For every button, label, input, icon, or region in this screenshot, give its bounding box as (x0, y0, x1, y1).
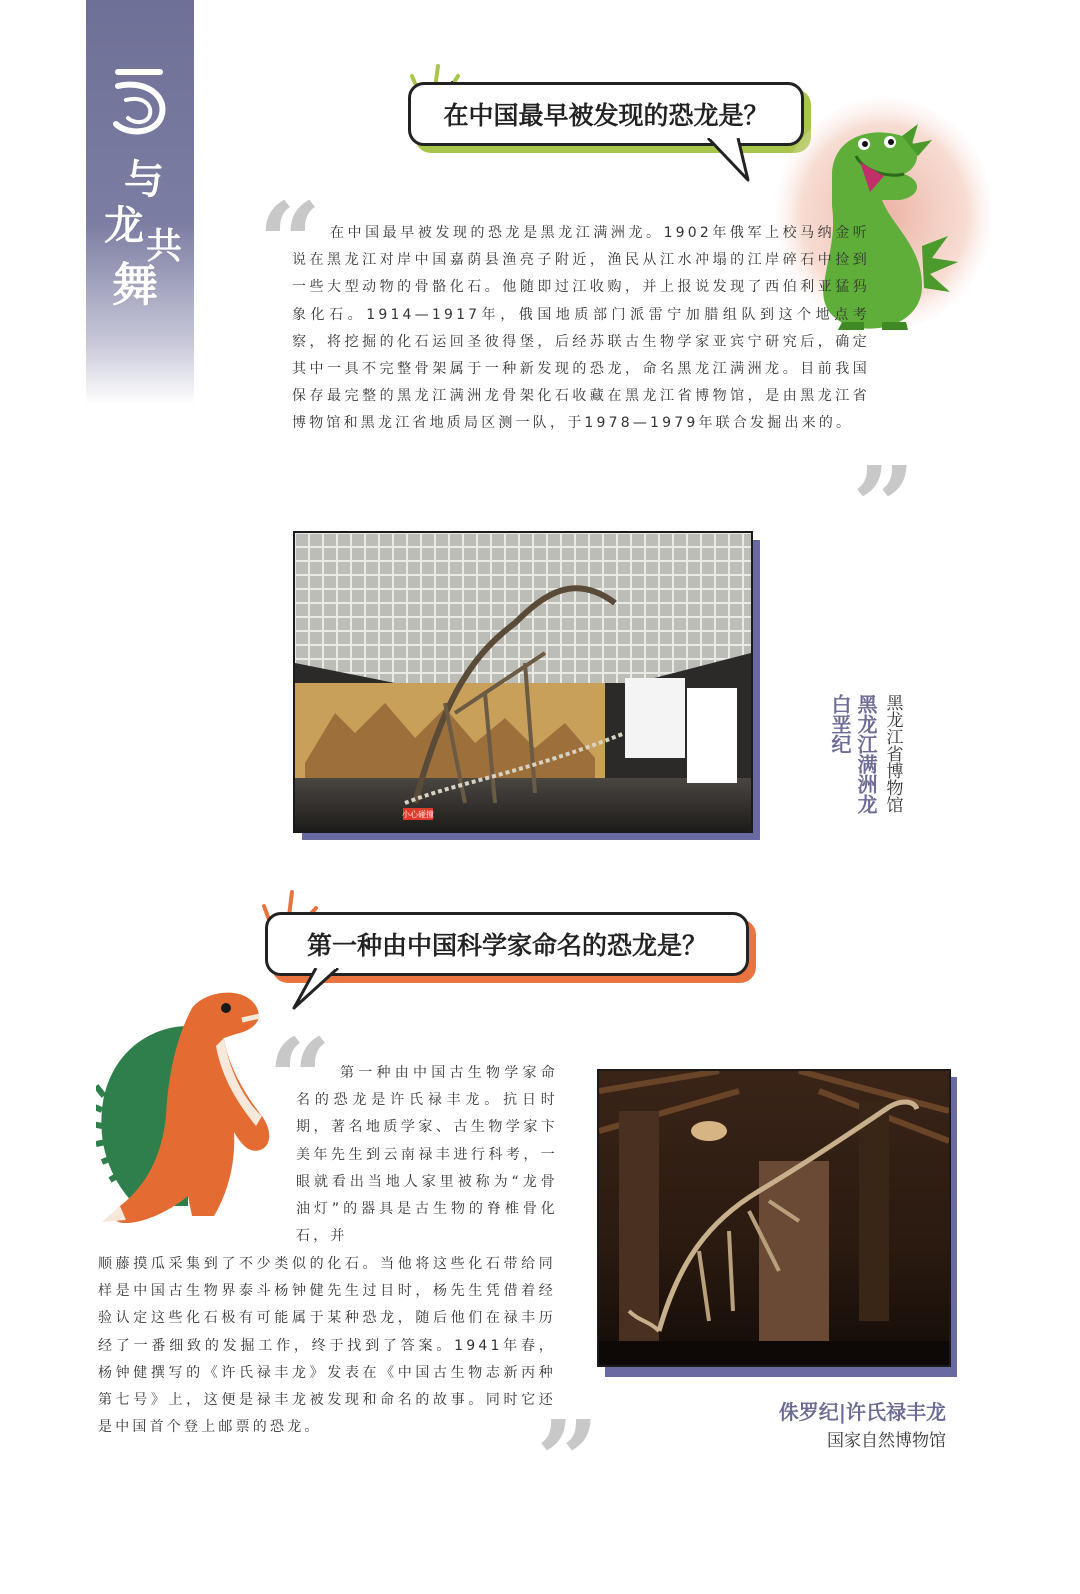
caption2-title: 侏罗纪|许氏禄丰龙 (778, 1400, 946, 1424)
question-bubble-1 (408, 82, 804, 146)
open-quote-mark-1: “ (258, 178, 322, 307)
caption1-period: 白垩纪 (828, 694, 852, 754)
caption1-species: 黑龙江满洲龙 (854, 694, 878, 814)
question-bubble-2 (265, 912, 749, 976)
tab-title-char-3: 共 (146, 225, 183, 267)
section1-paragraph: 在中国最早被发现的恐龙是黑龙江满洲龙。1902年俄军上校马纳金听说在黑龙江对岸中国嘉荫县渔亮子附近，渔民从江水冲塌的江岸碎石中捡到一些大型动物的骨骼化石。他随即过江收购，并上报说发现了西伯利亚猛犸象化石。1914—1917年，俄国地质部门派雷宁加腊组队到这个地点考察，将挖掘的化石运回圣彼得堡，后经苏联古生物学家亚宾宁研究后，确定其中一具不完整骨架属于一种新发现的恐龙，命名黑龙江满洲龙。目前我国保存最完整的黑龙江满洲龙骨架化石收藏在黑龙江省博物馆，是由黑龙江省博物馆和黑龙江省地质局区测一队，于1978—1979年联合发掘出来的。 (292, 225, 870, 432)
caption2-museum: 国家自然博物馆 (827, 1431, 946, 1451)
caption1-museum: 黑龙江省博物馆 (882, 694, 903, 813)
open-quote-mark-2: “ (268, 1014, 332, 1143)
section2-paragraph-top-block (296, 1060, 558, 1250)
photo-sign-text: 小心碰撞 (402, 810, 434, 819)
lufengosaurus-skeleton-photo (597, 1069, 951, 1367)
question-2: 第一种由中国科学家命名的恐龙是？ (306, 931, 707, 960)
orange-wooden-dinosaur-toy (96, 986, 282, 1238)
chapter-number-5-logo (104, 62, 174, 140)
manchurosaurus-skeleton-photo (293, 531, 753, 833)
section2-paragraph-bottom: 顺藤摸瓜采集到了不少类似的化石。当他将这些化石带给同样是中国古生物界泰斗杨钟健先生过目时，杨先生凭借着经验认定这些化石极有可能属于某种恐龙，随后他们在禄丰历经了一番细致的发掘工作，终于找到了答案。1941年春，杨钟健撰写的《许氏禄丰龙》发表在《中国古生物志新丙种第七号》上，这便是禄丰龙被发现和命名的故事。同时它还是中国首个登上邮票的恐龙。 (98, 1256, 556, 1436)
section2-paragraph-top: 第一种由中国古生物学家命名的恐龙是许氏禄丰龙。抗日时期，著名地质学家、古生物学家卞美年先生到云南禄丰进行科考，一眼就看出当地人家里被称为“龙骨油灯”的器具是古生物的脊椎骨化石，并 (296, 1065, 558, 1245)
bubble-tail-1 (700, 138, 760, 184)
close-quote-mark-1: ” (852, 442, 916, 571)
section2-paragraph-bottom-block (98, 1251, 556, 1441)
tab-title-char-2: 龙 (104, 202, 144, 249)
tab-title-char-1: 与 (124, 156, 164, 203)
tab-title-char-4: 舞 (112, 258, 158, 312)
museum-hall-image (295, 533, 751, 831)
question-1: 在中国最早被发现的恐龙是？ (443, 101, 769, 130)
chapter-tab (86, 0, 194, 405)
bubble-tail-2 (286, 968, 346, 1012)
close-quote-mark-2: ” (536, 1396, 600, 1525)
section1-paragraph-block (292, 220, 870, 438)
museum-hall-image-2 (599, 1071, 949, 1365)
